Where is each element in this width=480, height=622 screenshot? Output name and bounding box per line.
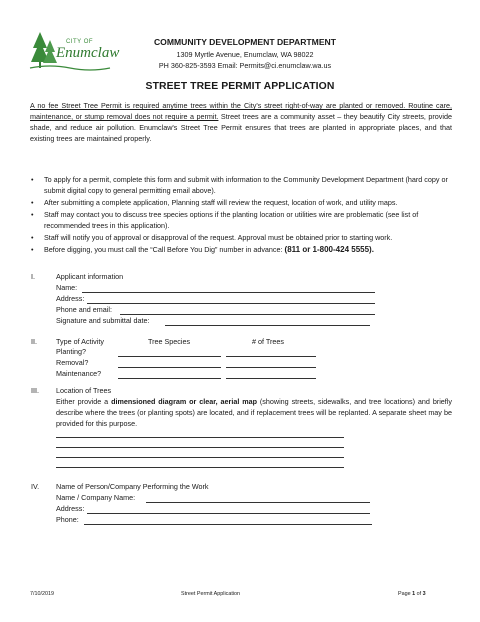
company-name-field[interactable]: [146, 494, 370, 503]
species-column-header: Tree Species: [148, 337, 191, 346]
name-field[interactable]: [82, 284, 375, 293]
list-item: • Before digging, you must call the “Call Before You Dig” number in advance: (811 or 1-800-424 5555).: [31, 245, 374, 254]
list-item: • After submitting a complete application, Planning staff will review the request, location of work, and utility maps.: [31, 198, 398, 207]
count-column-header: # of Trees: [252, 337, 284, 346]
section-heading: Applicant information: [56, 272, 124, 281]
page-title: STREET TREE PERMIT APPLICATION: [145, 81, 335, 92]
phone-email-label: Phone and email:: [56, 305, 112, 314]
footer-title: Street Permit Application: [181, 591, 241, 597]
company-address-label: Address:: [56, 504, 85, 513]
location-line-3[interactable]: [56, 457, 344, 458]
bullet-icon: •: [31, 210, 34, 219]
maintenance-label: Maintenance?: [56, 369, 102, 378]
name-label: Name:: [56, 283, 78, 292]
removal-species-field[interactable]: [118, 359, 221, 368]
bullet-icon: •: [31, 233, 34, 242]
footer-date: 7/10/2019: [30, 591, 54, 597]
planting-species-field[interactable]: [118, 348, 221, 357]
section-heading: Location of Trees: [56, 386, 112, 395]
intro-rest: Street trees are a community asset – they beautify City streets, provide shade, and reduce air pollution. Enumclaw's Street Tree Permit ensures that trees are planted in appropriate places, and that existing trees are maintained properly.: [30, 112, 452, 143]
maintenance-species-field[interactable]: [118, 370, 221, 379]
address-field[interactable]: [87, 295, 375, 304]
city-logo: [30, 30, 120, 74]
footer-page-number: Page 1 of 3: [398, 591, 426, 597]
section-numeral: I.: [31, 272, 35, 281]
removal-label: Removal?: [56, 358, 89, 367]
company-phone-field[interactable]: [84, 516, 372, 525]
location-line-2[interactable]: [56, 447, 344, 448]
signature-field[interactable]: [165, 317, 370, 326]
instructions-list: [30, 174, 455, 256]
intro-underlined: A no fee Street Tree Permit is required anytime trees within the City's street right-of-way are planted or removed. Routine care, maintenance, or stump removal does not require a permit.: [30, 101, 452, 121]
section-heading: Name of Person/Company Performing the Work: [56, 482, 209, 491]
planting-count-field[interactable]: [226, 348, 316, 357]
department-name: COMMUNITY DEVELOPMENT DEPARTMENT: [153, 37, 337, 47]
list-item: • Staff will notify you of approval or disapproval of the request. Approval must be obtained prior to starting work.: [31, 233, 393, 242]
department-address: 1309 Myrtle Avenue, Enumclaw, WA 98022: [176, 49, 314, 59]
location-line-4[interactable]: [56, 467, 344, 468]
location-instructions: Either provide a dimensioned diagram or clear, aerial map (showing streets, sidewalks, and tree locations) and briefly describe where the trees (or planting spots) are located, and if replacement trees will be replanted. A separate sheet may be provided for this purpose.: [56, 397, 452, 428]
section-numeral: III.: [31, 386, 39, 395]
activity-column-header: Type of Activity: [56, 337, 104, 346]
bullet-icon: •: [31, 175, 34, 184]
bullet-icon: •: [31, 245, 34, 254]
address-label: Address:: [56, 294, 85, 303]
logo-text-large: Enumclaw: [56, 45, 120, 61]
section-numeral: II.: [31, 337, 37, 346]
bullet-icon: •: [31, 198, 34, 207]
location-line-1[interactable]: [56, 437, 344, 438]
list-item: • To apply for a permit, complete this form and submit with information to the Community Development Department (hard copy or submit digital copy to general permitting email above).: [31, 175, 448, 195]
company-name-label: Name / Company Name:: [56, 493, 136, 502]
dig-phone-number: (811 or 1-800-424 5555).: [284, 245, 374, 254]
planting-label: Planting?: [56, 347, 86, 356]
company-address-field[interactable]: [87, 505, 370, 514]
tree-logo-icon: [30, 30, 120, 74]
phone-email-field[interactable]: [120, 306, 375, 315]
removal-count-field[interactable]: [226, 359, 316, 368]
section-numeral: IV.: [31, 482, 40, 491]
signature-label: Signature and submittal date:: [56, 316, 150, 325]
list-item: • Staff may contact you to discuss tree species options if the planting location or utilities wire are problematic (see list of recommended trees in this application).: [31, 210, 419, 230]
department-header: [130, 37, 360, 72]
department-contact: PH 360-825-3593 Email: Permits@ci.enumclaw.wa.us: [158, 61, 332, 70]
logo-text-small: CITY OF: [66, 39, 94, 45]
maintenance-count-field[interactable]: [226, 370, 316, 379]
company-phone-label: Phone:: [56, 515, 79, 524]
intro-paragraph: [30, 100, 452, 144]
